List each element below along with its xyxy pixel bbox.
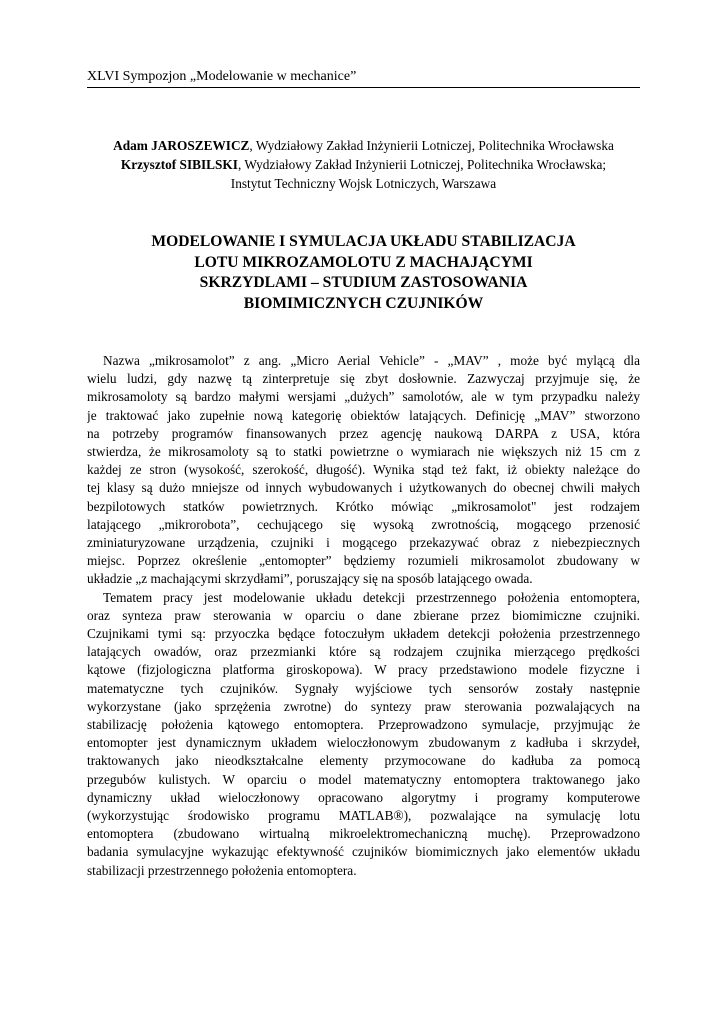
text-line: je traktować jako zupełnie nową kategorię obiektów latających. Definicję „MAV” stworzono (87, 407, 640, 423)
author-name-2: Krzysztof SIBILSKI (120, 157, 238, 172)
paper-title (87, 232, 640, 314)
text-line: matematyczne tych czujników. Sygnały wyjściowe tych sensorów zostały następnie (87, 680, 640, 696)
text-line: wielu ludzi, gdy nazwę tą zinterpretuje się zbyt dosłownie. Zazwyczaj przyjmuje się, że (87, 371, 640, 387)
author-name-1: Adam JAROSZEWICZ (113, 138, 250, 153)
text-line: bezpilotowych statków powietrznych. Krótko mówiąc „mikrosamolot" jest rodzajem (87, 498, 640, 514)
text-line: układzie „z machającymi skrzydłami”, poruszający się na sposób latającego owada. (87, 571, 533, 587)
title-line: SKRZYDLAMI – STUDIUM ZASTOSOWANIA (199, 274, 528, 291)
title-line: LOTU MIKROZAMOLOTU Z MACHAJĄCYMI (194, 253, 533, 271)
text-line: dynamiczny układ wieloczłonowy opracowano algorytmy i programy komputerowe (87, 789, 640, 805)
text-line: Czujnikami tymi są: przyoczka będące fotoczułym układem detekcji położenia przestrzennego (87, 626, 640, 642)
text-line: stwierdza, że mikrosamoloty są to statki powietrzne o wymiarach nie większych niż 15 cm z (87, 444, 640, 460)
paragraph-2 (87, 589, 640, 880)
text-line: mikrosamoloty są bardzo małymi wersjami „dużych” samolotów, ale w tym przypadku należy (87, 389, 640, 405)
text-line: Nazwa „mikrosamolot” z ang. „Micro Aerial Vehicle” - „MAV” , może być mylącą dla (103, 353, 640, 368)
text-line: badania symulacyjne wykazując efektywność czujników biomimicznych jako elementów układu (87, 844, 640, 860)
author-line-1 (87, 136, 640, 155)
author-affiliation-2: , Wydziałowy Zakład Inżynierii Lotniczej, Politechnika Wrocławska; (237, 157, 607, 172)
author-line-2 (87, 155, 640, 174)
text-line: traktowanych jako nieodkształcalne elementy przymocowane do kadłuba za pomocą (87, 753, 640, 769)
title-line: BIOMIMICZNYCH CZUJNIKÓW (243, 294, 484, 312)
affiliation-extra: Instytut Techniczny Wojsk Lotniczych, Warszawa (230, 176, 497, 191)
abstract-body (87, 352, 640, 880)
text-line: zminiaturyzowane urządzenia, czujniki i mogącego przekazywać obraz z niebezpiecznych (87, 535, 640, 551)
text-line: na potrzeby programów finansowanych przez agencję naukową DARPA z USA, która (87, 425, 640, 441)
text-line: kątowe (fizjologiczna platforma giroskopowa). W pracy przedstawiono modele fizyczne i (87, 662, 640, 678)
text-line: stabilizacji przestrzennego położenia entomoptera. (87, 862, 357, 878)
text-line: stabilizację położenia kątowego entomoptera. Przeprowadzono symulacje, przyjmując że (87, 717, 640, 733)
text-line: entomoptera (zbudowano wirtualną mikroelektromechaniczną muchę). Przeprowadzono (87, 826, 640, 842)
text-line: (wykorzystując środowisko programu MATLAB®), pozwalające na symulację lotu (87, 808, 640, 824)
authors-block (87, 136, 640, 193)
text-line: latających owadów, oraz przezmianki które są rodzajem czujnika mierzącego prędkości (87, 644, 640, 660)
text-line: Tematem pracy jest modelowanie układu detekcji przestrzennego położenia entomoptera, (103, 589, 640, 605)
text-line: tej klasy są dużo mniejsze od innych wybudowanych i użytkowanych do obecnej chwili małych (87, 480, 640, 496)
text-line: entomopter jest dynamicznym układem wieloczłonowym zbudowanym z kadłuba i skrzydeł, (87, 735, 640, 751)
text-line: miejsc. Poprzez określenie „entomopter” będziemy rozumieli mikrosamolot zbudowany w (87, 553, 640, 569)
paragraph-1 (87, 352, 640, 589)
text-line: latającego „mikrorobota”, cechującego się wysoką zwrotnością, mogącego przenosić (87, 516, 640, 532)
author-affiliation-1: , Wydziałowy Zakład Inżynierii Lotniczej, Politechnika Wrocławska (249, 138, 614, 153)
running-header: XLVI Sympozjon „Modelowanie w mechanice” (87, 68, 640, 88)
text-line: oraz synteza praw sterowania w oparciu o dane zbierane przez biomimiczne czujniki. (87, 607, 640, 623)
text-line: przegubów kulistych. W oparciu o model matematyczny entomoptera traktowanego jako (87, 771, 640, 787)
text-line: każdej ze stron (wysokość, szerokość, długość). Wynika stąd też fakt, iż obiekty należące do (87, 462, 640, 478)
text-line: wykorzystane (jako sprzężenia zwrotne) do syntezy praw sterowania pozwalających na (87, 698, 640, 714)
title-line: MODELOWANIE I SYMULACJA UKŁADU STABILIZACJA (151, 233, 576, 250)
